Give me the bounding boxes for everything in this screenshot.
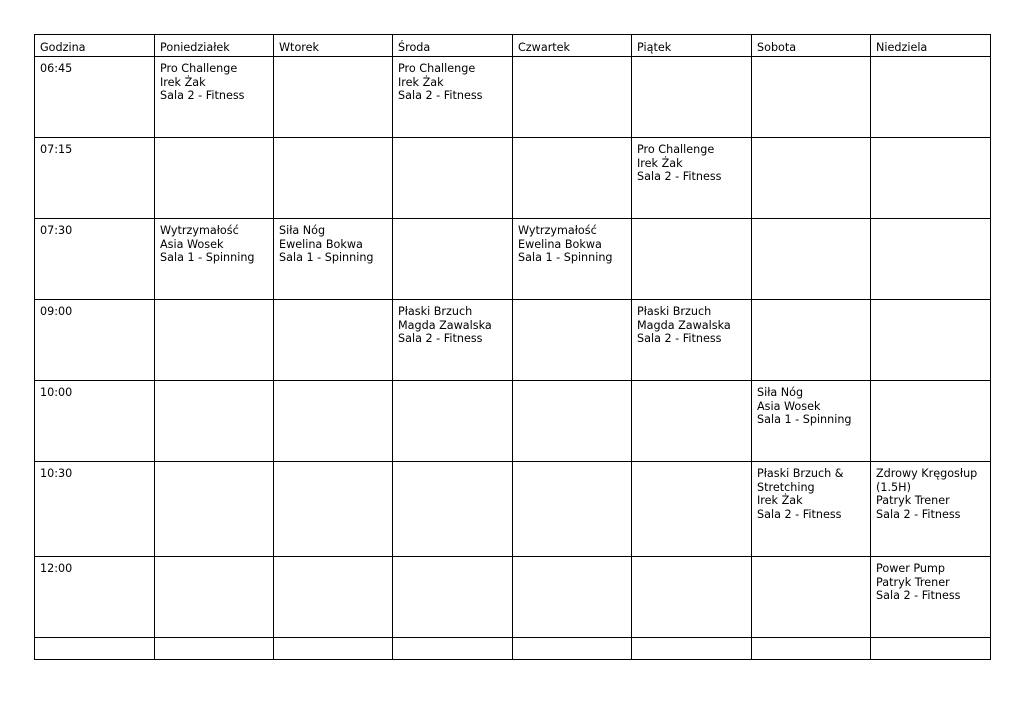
class-info-line: Siła Nóg: [757, 386, 804, 399]
table-row-partial: [35, 638, 991, 660]
class-cell: [274, 300, 393, 381]
class-info-line: Płaski Brzuch &: [757, 467, 844, 480]
class-cell: [155, 557, 274, 638]
class-info-line: Sala 1 - Spinning: [279, 251, 374, 265]
header-row: [35, 35, 991, 57]
class-cell: [871, 57, 991, 138]
class-cell: [274, 219, 393, 300]
class-cell: [155, 300, 274, 381]
class-info-line: Pro Challenge: [160, 62, 238, 75]
class-info-line: Stretching: [757, 480, 815, 494]
class-cell: [632, 57, 752, 138]
class-cell: [513, 300, 632, 381]
class-cell: [155, 381, 274, 462]
class-cell: [752, 57, 871, 138]
class-cell: [513, 557, 632, 638]
class-info-line: Sala 2 - Fitness: [160, 89, 245, 103]
class-cell: [393, 138, 513, 219]
class-info-line: Płaski Brzuch: [398, 305, 473, 318]
empty-cell: [393, 638, 513, 660]
header-poniedzialek: Poniedziałek: [155, 35, 274, 57]
header-godzina: Godzina: [35, 35, 155, 57]
class-info-line: Pro Challenge: [637, 143, 715, 156]
class-info-line: (1.5H): [876, 480, 911, 494]
empty-cell: [632, 638, 752, 660]
class-info-line: Sala 1 - Spinning: [518, 251, 613, 265]
class-cell: [393, 462, 513, 557]
time-cell: 12:00: [35, 557, 155, 638]
class-info-line: Magda Zawalska: [398, 318, 492, 332]
class-info-line: Pro Challenge: [398, 62, 476, 75]
header-wtorek: Wtorek: [274, 35, 393, 57]
class-info-line: Magda Zawalska: [637, 318, 731, 332]
table-row: [35, 462, 991, 557]
class-info-line: Patryk Trener: [876, 494, 950, 508]
class-info-line: Ewelina Bokwa: [279, 237, 363, 251]
schedule-table: [34, 34, 991, 660]
class-cell: [632, 557, 752, 638]
class-info-line: Wytrzymałość: [518, 224, 597, 237]
class-cell: [752, 300, 871, 381]
class-info-line: Irek Żak: [757, 494, 803, 508]
table-row: [35, 300, 991, 381]
class-cell: [155, 462, 274, 557]
class-info-line: Sala 2 - Fitness: [757, 507, 842, 521]
time-cell: 10:00: [35, 381, 155, 462]
class-info-line: Irek Żak: [398, 75, 444, 89]
class-cell: [871, 219, 991, 300]
table-row: [35, 219, 991, 300]
header-czwartek: Czwartek: [513, 35, 632, 57]
time-cell: 06:45: [35, 57, 155, 138]
class-info-line: Irek Żak: [637, 156, 683, 170]
class-cell: [513, 138, 632, 219]
class-cell: [752, 219, 871, 300]
class-info-line: Sala 1 - Spinning: [160, 251, 255, 265]
class-cell: [274, 57, 393, 138]
table-row: [35, 138, 991, 219]
class-cell: [393, 557, 513, 638]
class-cell: [752, 557, 871, 638]
class-cell: [393, 57, 513, 138]
class-cell: [871, 557, 991, 638]
class-info-line: Ewelina Bokwa: [518, 237, 602, 251]
class-cell: [274, 462, 393, 557]
class-info-line: Sala 2 - Fitness: [637, 332, 722, 346]
class-info-line: Zdrowy Kręgosłup: [876, 467, 978, 480]
time-cell: 10:30: [35, 462, 155, 557]
class-info-line: Sala 2 - Fitness: [398, 89, 483, 103]
table-row: [35, 557, 991, 638]
schedule-sheet: [34, 34, 990, 660]
header-niedziela: Niedziela: [871, 35, 991, 57]
class-info-line: Płaski Brzuch: [637, 305, 712, 318]
class-cell: [632, 219, 752, 300]
class-cell: [632, 138, 752, 219]
class-info-line: Irek Żak: [160, 75, 206, 89]
class-cell: [155, 138, 274, 219]
header-sroda: Środa: [393, 35, 513, 57]
class-cell: [513, 219, 632, 300]
class-cell: [632, 300, 752, 381]
class-cell: [155, 57, 274, 138]
class-info-line: Siła Nóg: [279, 224, 326, 237]
table-row: [35, 57, 991, 138]
header-piatek: Piątek: [632, 35, 752, 57]
class-cell: [393, 300, 513, 381]
class-info-line: Sala 2 - Fitness: [876, 589, 961, 603]
class-cell: [513, 57, 632, 138]
class-cell: [871, 138, 991, 219]
empty-cell: [35, 638, 155, 660]
time-cell: 07:15: [35, 138, 155, 219]
table-row: [35, 381, 991, 462]
class-info-line: Sala 2 - Fitness: [876, 507, 961, 521]
class-cell: [871, 300, 991, 381]
class-cell: [632, 381, 752, 462]
class-cell: [752, 381, 871, 462]
class-info-line: Power Pump: [876, 562, 946, 575]
class-cell: [393, 219, 513, 300]
empty-cell: [155, 638, 274, 660]
class-info-line: Asia Wosek: [757, 399, 821, 413]
header-sobota: Sobota: [752, 35, 871, 57]
empty-cell: [871, 638, 991, 660]
empty-cell: [513, 638, 632, 660]
class-cell: [752, 462, 871, 557]
class-cell: [513, 381, 632, 462]
class-info-line: Sala 1 - Spinning: [757, 413, 852, 427]
empty-cell: [274, 638, 393, 660]
class-cell: [871, 462, 991, 557]
class-cell: [274, 381, 393, 462]
time-cell: 09:00: [35, 300, 155, 381]
class-cell: [513, 462, 632, 557]
class-cell: [632, 462, 752, 557]
empty-cell: [752, 638, 871, 660]
class-cell: [155, 219, 274, 300]
class-info-line: Sala 2 - Fitness: [398, 332, 483, 346]
class-cell: [752, 138, 871, 219]
class-cell: [274, 138, 393, 219]
class-cell: [274, 557, 393, 638]
class-cell: [393, 381, 513, 462]
class-info-line: Patryk Trener: [876, 575, 950, 589]
class-info-line: Wytrzymałość: [160, 224, 239, 237]
class-info-line: Asia Wosek: [160, 237, 224, 251]
time-cell: 07:30: [35, 219, 155, 300]
class-cell: [871, 381, 991, 462]
class-info-line: Sala 2 - Fitness: [637, 170, 722, 184]
